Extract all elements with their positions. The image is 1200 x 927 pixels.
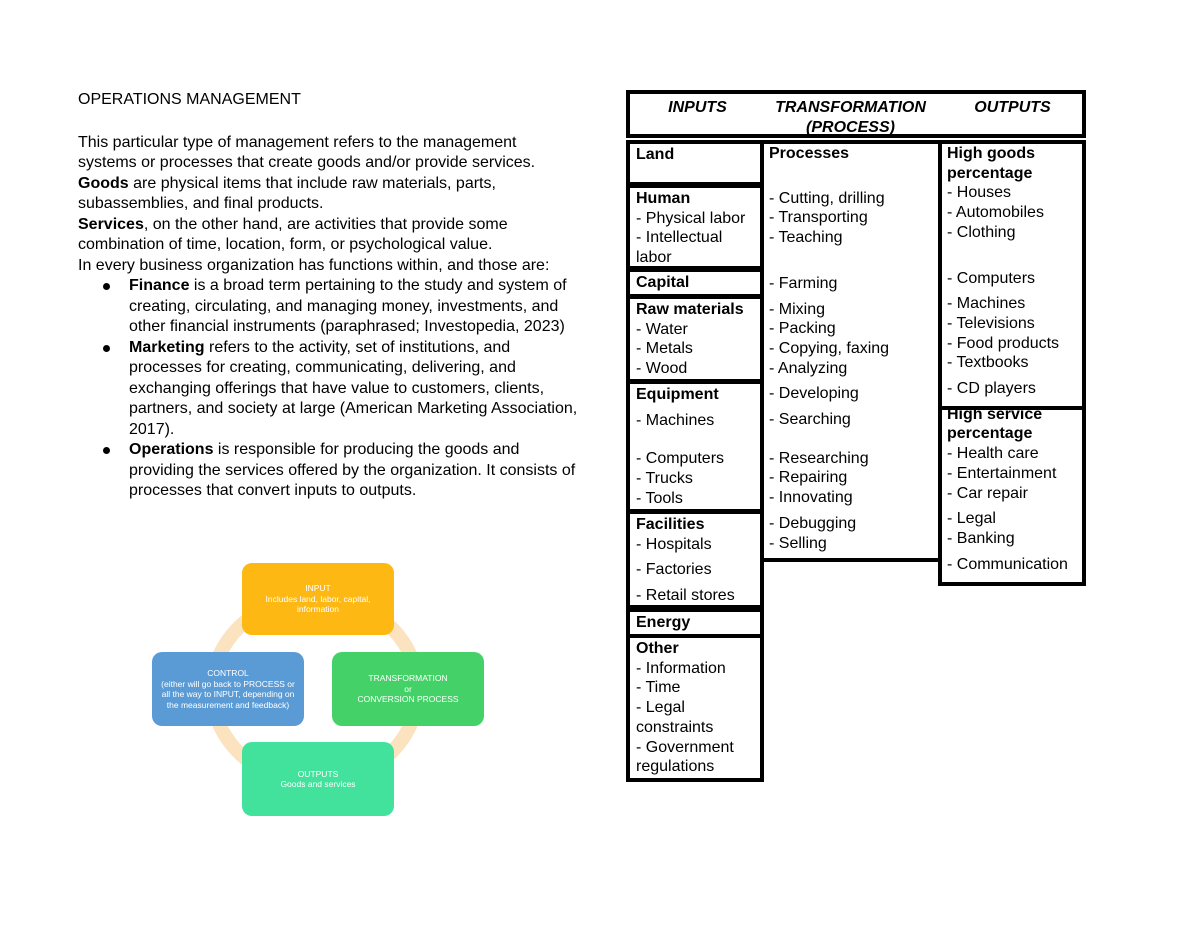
list-item [78, 276, 578, 338]
input-raw-cell [626, 295, 764, 383]
input-capital: Capital [636, 274, 690, 291]
list-item: - Tools [636, 489, 683, 507]
transformation-title: TRANSFORMATION [368, 673, 448, 684]
list-item: regulations [636, 758, 715, 776]
list-item: - Repairing [769, 469, 848, 487]
input-land-cell [626, 140, 764, 186]
list-item: - Machines [947, 295, 1026, 313]
list-item: - Food products [947, 334, 1060, 352]
transformation-or: or [404, 683, 412, 694]
list-item [78, 440, 578, 502]
transformation-text: CONVERSION PROCESS [357, 694, 459, 705]
list-item: - Physical labor [636, 209, 746, 227]
list-item: - Wood [636, 360, 688, 378]
services-definition: , on the other hand, are activities that provide some combination of time, location, form, or psychological value. [78, 215, 508, 253]
intro-section [78, 133, 578, 277]
list-item: - Selling [769, 534, 827, 552]
input-land: Land [636, 146, 675, 163]
input-human: Human [636, 190, 691, 207]
header-transformation-line1: TRANSFORMATION [775, 99, 926, 116]
intro-paragraph: This particular type of management refers to the management systems or processes that create goods and/or provide services. [78, 133, 536, 171]
bullet-text: is responsible for producing the goods and providing the services offered by the organization. It consists of processes that convert inputs to outputs. [129, 441, 576, 499]
list-item: - Teaching [769, 229, 843, 247]
list-item: - Textbooks [947, 354, 1029, 372]
input-equipment: Equipment [636, 386, 719, 403]
list-item: constraints [636, 718, 714, 736]
process-text [769, 144, 939, 553]
input-text: Includes land, labor, capital, information [265, 593, 371, 615]
goods-paragraph [78, 174, 578, 215]
list-item: - Researching [769, 449, 869, 467]
list-item: - Communication [947, 555, 1068, 573]
input-raw-materials: Raw materials [636, 301, 744, 318]
service-title-line1: High service [947, 405, 1043, 423]
list-item: - Automobiles [947, 204, 1044, 222]
functions-intro: In every business organization has functions within, and those are: [78, 256, 550, 274]
input-title: INPUT [305, 583, 331, 594]
list-item: - Banking [947, 529, 1015, 547]
functions-list [78, 276, 578, 502]
list-item: - Legal [947, 510, 996, 528]
services-paragraph [78, 215, 578, 256]
header-transformation-line2: (PROCESS) [806, 118, 895, 136]
bullet-icon [103, 283, 110, 290]
outputs-text [947, 144, 1083, 574]
outputs-text: Goods and services [280, 779, 356, 789]
input-facilities-cell [626, 510, 764, 609]
page-title: OPERATIONS MANAGEMENT [78, 91, 301, 108]
list-item: - Televisions [947, 314, 1035, 332]
list-item: - Clothing [947, 223, 1016, 241]
header-transformation [763, 98, 938, 137]
list-item: - Car repair [947, 484, 1028, 502]
services-term: Services [78, 215, 144, 233]
list-item: - Computers [947, 269, 1036, 287]
bullet-icon [103, 447, 110, 454]
list-item: - Trucks [636, 470, 693, 488]
list-item: - Cutting, drilling [769, 189, 885, 207]
list-item: - Houses [947, 184, 1012, 202]
list-item: - Packing [769, 320, 836, 338]
left-column [78, 90, 578, 502]
bullet-term: Marketing [129, 338, 205, 356]
list-item: - Developing [769, 385, 859, 403]
outputs-title: OUTPUTS [297, 768, 339, 779]
list-item: - Machines [636, 411, 715, 429]
list-item: - Copying, faxing [769, 339, 890, 357]
transformation-box [332, 652, 484, 726]
list-item: - Time [636, 679, 681, 697]
control-text: (either will go back to PROCESS or all the way to INPUT, depending on the measurement and feedback) [161, 678, 295, 710]
input-capital-cell [626, 268, 764, 298]
outputs-box [242, 742, 394, 816]
list-item: - Metals [636, 340, 693, 358]
input-other: Other [636, 640, 679, 657]
service-title-line2: percentage [947, 425, 1033, 443]
input-equipment-cell [626, 380, 764, 513]
goods-term: Goods [78, 174, 129, 192]
list-item: - Computers [636, 450, 725, 468]
list-item: - Entertainment [947, 464, 1057, 482]
list-item: - Mixing [769, 300, 826, 318]
bullet-icon [103, 345, 110, 352]
list-item: - Retail stores [636, 587, 735, 605]
input-box [242, 563, 394, 635]
list-item: - Factories [636, 561, 712, 579]
header-outputs: OUTPUTS [974, 99, 1051, 116]
header-inputs: INPUTS [668, 99, 727, 116]
list-item: - Hospitals [636, 535, 712, 553]
control-title: CONTROL [207, 668, 249, 678]
bullet-term: Finance [129, 277, 190, 294]
list-item: - Legal [636, 699, 685, 717]
bullet-text: refers to the activity, set of institutions, and processes for creating, communicating, delivering, and exchanging offerings that have value to customers, clients, partners, and society at large (American Marketing Association, 2017). [129, 338, 578, 438]
control-box [152, 652, 304, 726]
list-item: - Intellectual [636, 229, 723, 247]
list-item: - Water [636, 320, 688, 338]
list-item: - Information [636, 659, 726, 677]
list-item: - Health care [947, 445, 1039, 463]
list-item: - Searching [769, 411, 851, 429]
list-item: - CD players [947, 380, 1036, 398]
list-item: - Farming [769, 274, 838, 292]
list-item: - Transporting [769, 209, 868, 227]
goods-definition: are physical items that include raw materials, parts, subassemblies, and final products. [78, 174, 496, 212]
list-item: - Government [636, 738, 734, 756]
list-item [78, 338, 578, 441]
input-facilities: Facilities [636, 516, 705, 533]
process-title: Processes [769, 145, 850, 162]
goods-title-line2: percentage [947, 164, 1033, 182]
goods-title-line1: High goods [947, 145, 1035, 162]
list-item: - Debugging [769, 514, 857, 532]
bullet-term: Operations [129, 441, 214, 458]
list-item: labor [636, 249, 672, 267]
operations-cycle-diagram [150, 560, 490, 820]
list-item: - Analyzing [769, 359, 848, 377]
list-item: - Innovating [769, 489, 853, 507]
input-energy: Energy [636, 614, 691, 631]
input-other-cell [626, 634, 764, 782]
input-human-cell [626, 184, 764, 270]
bullet-text: is a broad term pertaining to the study and system of creating, circulating, and managing money, investments, and other financial instruments (paraphrased; Investopedia, 2023) [129, 277, 567, 335]
